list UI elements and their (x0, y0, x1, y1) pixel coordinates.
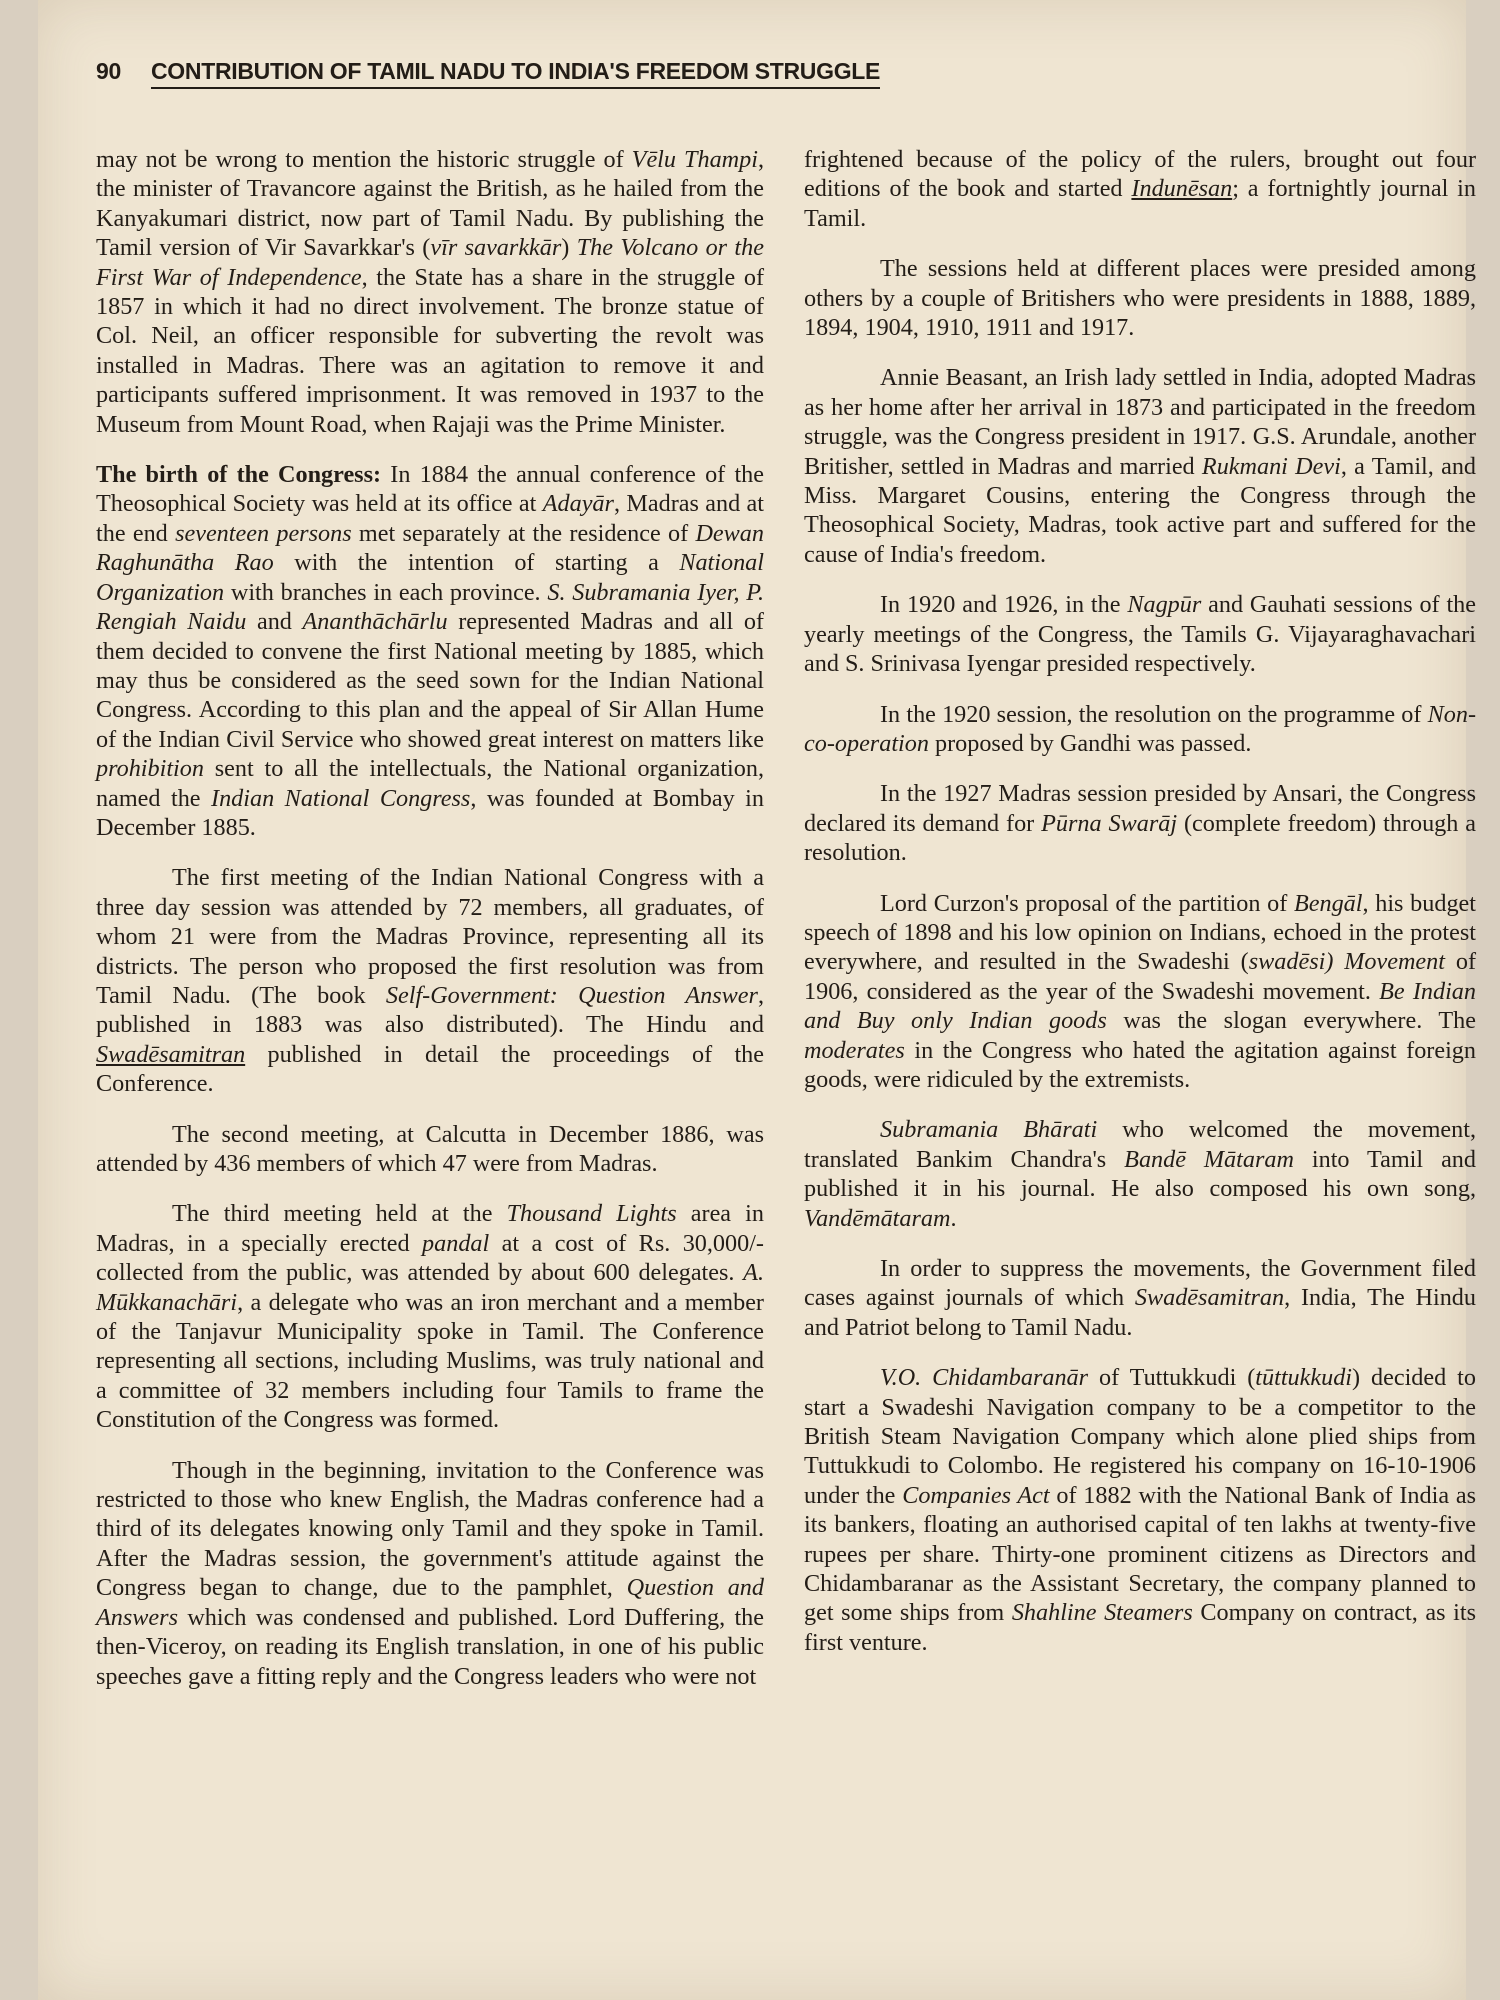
paragraph: In the 1927 Madras session presided by Ansari, the Congress declared its demand for Pūrna Swarāj (complete freedom) through a resolution. (804, 780, 1476, 867)
section-heading: The birth of the Congress: (96, 461, 382, 489)
paragraph: Though in the beginning, invitation to the Conference was restricted to those who knew English, the Madras conference had a third of its delegates knowing only Tamil and they spoke in Tamil. After the Madras session, the government's attitude against the Congress began to change, due to the pamphlet, Question and Answers which was condensed and published. Lord Duffering, the then-Viceroy, on reading its English translation, in one of his public speeches gave a fitting reply and the Congress leaders who were not (96, 1456, 764, 1690)
paragraph: In the 1920 session, the resolution on the programme of Non-co-operation proposed by Gandhi was passed. (804, 700, 1476, 757)
right-column (804, 145, 1476, 1678)
paragraph: In order to suppress the movements, the Government filed cases against journals of which Swadēsamitran, India, The Hindu and Patriot belong to Tamil Nadu. (804, 1255, 1476, 1341)
paragraph-birth-of-congress: The birth of the Congress: In 1884 the annual conference of the Theosophical Society was held at its office at Adayār, Madras and at the end seventeen persons met separately at the residence of Dewan Raghunātha Rao with the intention of starting a National Organization with branches in each province. S. Subramania Iyer, P. Rengiah Naidu and Ananthāchārlu represented Madras and all of them decided to convene the first National meeting by 1885, which may thus be considered as the seed sown for the Indian National Congress. According to this plan and the appeal of Sir Allan Hume of the Indian Civil Service who showed great interest on matters like prohibition sent to all the intellectuals, the National organization, named the Indian National Congress, was founded at Bombay in December 1885. (96, 461, 765, 841)
paragraph: Annie Beasant, an Irish lady settled in India, adopted Madras as her home after her arrival in 1873 and participated in the freedom struggle, was the Congress president in 1917. G.S. Arundale, another Britisher, settled in Madras and married Rukmani Devi, a Tamil, and Miss. Margaret Cousins, entering the Congress through the Theosophical Society, Madras, took active part and suffered for the cause of India's freedom. (804, 364, 1477, 568)
running-title: CONTRIBUTION OF TAMIL NADU TO INDIA'S FREEDOM STRUGGLE (151, 58, 880, 89)
paragraph: Subramania Bhārati who welcomed the movement, translated Bankim Chandra's Bandē Mātaram into Tamil and published it in his journal. He also composed his own song, Vandēmātaram. (804, 1116, 1476, 1232)
page-number: 90 (96, 58, 121, 84)
book-page (38, 0, 1477, 2000)
paragraph: In 1920 and 1926, in the Nagpūr and Gauhati sessions of the yearly meetings of the Congress, the Tamils G. Vijayaraghavachari and S. Srinivasa Iyengar presided respectively. (804, 591, 1477, 678)
paragraph: The first meeting of the Indian National Congress with a three day session was attended by 72 members, all graduates, of whom 21 were from the Madras Province, representing all its districts. The person who proposed the first resolution was from Tamil Nadu. (The book Self-Government: Question Answer, published in 1883 was also distributed). The Hindu and Swadēsamitran published in detail the proceedings of the Conference. (96, 864, 765, 1098)
paragraph: The second meeting, at Calcutta in December 1886, was attended by 436 members of which 47 were from Madras. (96, 1120, 764, 1177)
page-header (96, 58, 1396, 89)
paragraph: V.O. Chidambaranār of Tuttukkudi (tūttukkudi) decided to start a Swadeshi Navigation company to be a competitor to the British Steam Navigation Company which alone plied ships from Tuttukkudi to Colombo. He registered his company on 16-10-1906 under the Companies Act of 1882 with the National Bank of India as its bankers, floating an authorised capital of ten lakhs at twenty-five rupees per share. Thirty-one prominent citizens as Directors and Chidambaranar as the Assistant Secretary, the company planned to get some ships from Shahline Steamers Company on contract, as its first venture. (804, 1364, 1477, 1656)
paragraph: The sessions held at different places were presided among others by a couple of Britishers who were presidents in 1888, 1889, 1894, 1904, 1910, 1911 and 1917. (804, 255, 1476, 342)
paragraph: Lord Curzon's proposal of the partition of Bengāl, his budget speech of 1898 and his low opinion on Indians, echoed in the protest everywhere, and resulted in the Swadeshi (swadēsi) Movement of 1906, considered as the year of the Swadeshi movement. Be Indian and Buy only Indian goods was the slogan everywhere. The moderates in the Congress who hated the agitation against foreign goods, were ridiculed by the extremists. (804, 889, 1477, 1093)
paragraph: The third meeting held at the Thousand Lights area in Madras, in a specially erected pandal at a cost of Rs. 30,000/- collected from the public, was attended by about 600 delegates. A. Mūkkanachāri, a delegate who was an iron merchant and a member of the Tanjavur Municipality spoke in Tamil. The Conference representing all sections, including Muslims, was truly national and a committee of 32 members including four Tamils to frame the Constitution of the Congress was formed. (96, 1200, 764, 1434)
left-column (96, 145, 764, 1712)
paragraph: may not be wrong to mention the historic struggle of Vēlu Thampi, the minister of Travancore against the British, as he hailed from the Kanyakumari district, now part of Tamil Nadu. By publishing the Tamil version of Vir Savarkkar's (vīr savarkkār) The Volcano or the First War of Independence, the State has a share in the struggle of 1857 in which it had no direct involvement. The bronze statue of Col. Neil, an officer responsible for subverting the revolt was installed in Madras. There was an agitation to remove it and participants suffered imprisonment. It was removed in 1937 to the Museum from Mount Road, when Rajaji was the Prime Minister. (96, 146, 764, 438)
paragraph: frightened because of the policy of the rulers, brought out four editions of the book and started Indunēsan; a fortnightly journal in Tamil. (804, 146, 1476, 232)
